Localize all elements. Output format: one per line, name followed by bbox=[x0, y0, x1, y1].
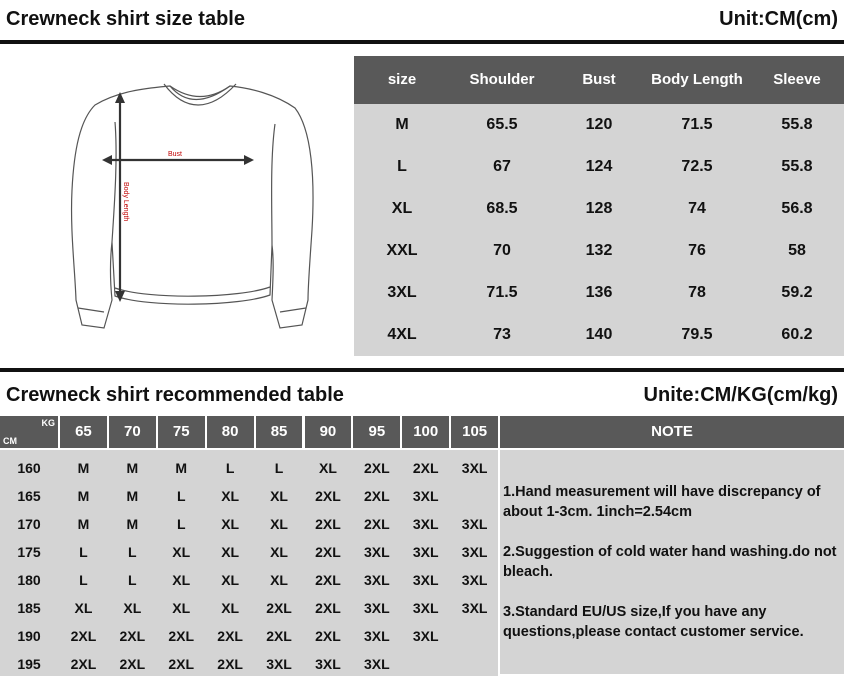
size-table-cell: 59.2 bbox=[781, 284, 813, 301]
recommended-size-cell: 3XL bbox=[412, 544, 439, 560]
recommended-size-cell: 2XL bbox=[70, 656, 97, 672]
size-table-cell: 78 bbox=[688, 284, 706, 301]
kg-label: KG bbox=[41, 418, 55, 428]
recommended-size-cell: 2XL bbox=[315, 572, 341, 588]
size-table-cell: 124 bbox=[585, 158, 613, 175]
size-table-cell: XL bbox=[391, 200, 413, 217]
recommended-size-cell: 2XL bbox=[363, 516, 390, 532]
recommended-size-cell: 3XL bbox=[266, 656, 292, 672]
recommended-size-cell: L bbox=[176, 488, 186, 504]
recommended-size-cell: L bbox=[225, 460, 235, 476]
kg-cm-corner bbox=[0, 416, 58, 448]
recommended-size-cell: L bbox=[176, 516, 186, 532]
size-table-cell: XXL bbox=[386, 242, 418, 259]
note-3: 3.Standard EU/US size,If you have any questions,please contact customer service. bbox=[503, 604, 804, 640]
note-2: 2.Suggestion of cold water hand washing.do not bleach. bbox=[503, 544, 837, 580]
recommended-size-cell: 2XL bbox=[119, 628, 146, 644]
size-table-cell: 132 bbox=[585, 242, 613, 259]
size-table-header-cell: size bbox=[387, 71, 417, 88]
body-length-label: Body Length bbox=[122, 182, 129, 222]
recommended-size-cell: XL bbox=[270, 544, 288, 560]
size-table-cell: 55.8 bbox=[781, 158, 813, 175]
recommended-size-cell: 2XL bbox=[315, 488, 341, 504]
recommend-table bbox=[0, 416, 844, 674]
kg-header-cell: 95 bbox=[353, 416, 400, 448]
size-table-cell: 58 bbox=[788, 242, 806, 259]
recommended-size-cell: L bbox=[128, 572, 137, 588]
size-table-cell: 72.5 bbox=[681, 158, 713, 175]
recommended-size-cell: XL bbox=[221, 600, 240, 616]
top-divider bbox=[0, 40, 844, 44]
size-table-cell: 70 bbox=[493, 242, 511, 259]
size-table-cell: 55.8 bbox=[781, 116, 813, 133]
height-cell: 170 bbox=[17, 516, 41, 532]
recommended-size-cell: 3XL bbox=[412, 488, 439, 504]
recommended-size-cell: 3XL bbox=[461, 516, 488, 532]
recommended-size-cell: XL bbox=[221, 488, 240, 504]
kg-header-cell: 75 bbox=[158, 416, 205, 448]
size-table-title: Crewneck shirt size table bbox=[6, 8, 245, 30]
size-table-cell: 76 bbox=[688, 242, 706, 259]
size-table-cell: M bbox=[395, 116, 409, 133]
kg-header-cell: 85 bbox=[256, 416, 303, 448]
recommended-size-cell: 3XL bbox=[412, 516, 439, 532]
kg-header-cell: 65 bbox=[60, 416, 107, 448]
recommended-size-cell: 3XL bbox=[363, 572, 390, 588]
recommended-size-cell: 3XL bbox=[461, 544, 488, 560]
height-cell: 185 bbox=[17, 600, 41, 616]
kg-header-cell: 100 bbox=[402, 416, 449, 448]
recommended-size-cell: M bbox=[77, 460, 90, 476]
note-header: NOTE bbox=[500, 416, 844, 448]
recommended-size-cell: XL bbox=[270, 572, 288, 588]
recommended-size-cell: 3XL bbox=[461, 572, 488, 588]
size-table-cell: 79.5 bbox=[681, 326, 713, 343]
size-table-cell: 60.2 bbox=[781, 326, 813, 343]
cm-label: CM bbox=[3, 436, 17, 446]
size-table-cell: 3XL bbox=[387, 284, 417, 301]
recommended-size-cell: M bbox=[77, 488, 90, 504]
middle-divider bbox=[0, 368, 844, 372]
size-table bbox=[354, 56, 844, 356]
recommended-size-cell: 2XL bbox=[168, 656, 195, 672]
size-table-cell: L bbox=[397, 158, 407, 175]
size-table-header-cell: Shoulder bbox=[469, 71, 535, 88]
size-table-cell: 71.5 bbox=[681, 116, 713, 133]
recommended-size-cell: XL bbox=[221, 572, 240, 588]
size-table-cell: 65.5 bbox=[486, 116, 518, 133]
size-table-cell: 74 bbox=[688, 200, 706, 217]
recommended-size-cell: 2XL bbox=[315, 628, 341, 644]
kg-header-cell: 80 bbox=[207, 416, 254, 448]
recommended-size-cell: 3XL bbox=[461, 460, 488, 476]
size-table-unit: Unit:CM(cm) bbox=[719, 8, 838, 30]
recommended-size-cell: 2XL bbox=[168, 628, 195, 644]
size-table-cell: 128 bbox=[585, 200, 613, 217]
size-table-cell: 68.5 bbox=[486, 200, 518, 217]
recommended-size-cell: 3XL bbox=[363, 656, 390, 672]
recommended-size-cell: 2XL bbox=[217, 656, 243, 672]
recommended-size-cell: 3XL bbox=[315, 656, 341, 672]
recommended-size-cell: L bbox=[128, 544, 137, 560]
recommended-size-cell: 2XL bbox=[315, 544, 341, 560]
recommended-size-cell: 2XL bbox=[217, 628, 243, 644]
recommended-size-cell: 2XL bbox=[70, 628, 97, 644]
recommended-size-cell: 2XL bbox=[315, 600, 341, 616]
recommended-size-cell: XL bbox=[221, 516, 240, 532]
recommended-size-cell: M bbox=[126, 460, 139, 476]
size-table-cell: 136 bbox=[585, 284, 613, 301]
recommended-size-cell bbox=[451, 482, 498, 510]
recommended-size-cell: 3XL bbox=[461, 600, 488, 616]
recommended-size-cell: M bbox=[77, 516, 90, 532]
note-1: 1.Hand measurement will have discrepancy of about 1-3cm. 1inch=2.54cm bbox=[503, 484, 821, 520]
recommended-size-cell: XL bbox=[319, 460, 337, 476]
recommended-size-cell: L bbox=[274, 460, 284, 476]
size-table-cell: 140 bbox=[585, 326, 613, 343]
recommended-size-cell: XL bbox=[172, 572, 191, 588]
size-table-header-cell: Bust bbox=[582, 71, 616, 88]
recommended-size-cell: 2XL bbox=[412, 460, 439, 476]
kg-header-cell: 90 bbox=[305, 416, 352, 448]
recommended-size-cell: M bbox=[126, 516, 139, 532]
recommended-size-cell: XL bbox=[123, 600, 142, 616]
recommended-size-cell: XL bbox=[221, 544, 240, 560]
recommended-size-cell: L bbox=[79, 572, 88, 588]
recommended-size-cell: 3XL bbox=[363, 628, 390, 644]
height-cell: 175 bbox=[17, 544, 41, 560]
recommended-size-cell: XL bbox=[172, 600, 191, 616]
size-table-cell: 73 bbox=[493, 326, 511, 343]
size-table-cell: 4XL bbox=[387, 326, 417, 343]
bust-label: Bust bbox=[168, 151, 183, 158]
recommended-size-cell: 2XL bbox=[363, 460, 390, 476]
recommended-size-cell: 3XL bbox=[363, 600, 390, 616]
recommended-size-cell: M bbox=[175, 460, 188, 476]
height-cell: 180 bbox=[17, 572, 41, 588]
kg-header-cell: 105 bbox=[451, 416, 498, 448]
recommended-size-cell: M bbox=[126, 488, 139, 504]
recommended-size-cell: 3XL bbox=[412, 572, 439, 588]
size-table-cell: 67 bbox=[493, 158, 511, 175]
size-table-header-cell: Sleeve bbox=[773, 71, 821, 88]
height-cell: 190 bbox=[17, 628, 41, 644]
recommended-size-cell: 3XL bbox=[412, 600, 439, 616]
height-cell: 160 bbox=[17, 460, 41, 476]
size-table-cell: 56.8 bbox=[781, 200, 813, 217]
recommended-size-cell: 2XL bbox=[315, 516, 341, 532]
recommended-size-cell: XL bbox=[270, 516, 288, 532]
recommended-size-cell: 3XL bbox=[363, 544, 390, 560]
recommended-size-cell: 2XL bbox=[119, 656, 146, 672]
recommended-size-cell: XL bbox=[172, 544, 191, 560]
recommended-size-cell: XL bbox=[270, 488, 288, 504]
recommended-size-cell: 2XL bbox=[363, 488, 390, 504]
recommended-size-cell: 2XL bbox=[266, 600, 292, 616]
size-table-cell: 71.5 bbox=[486, 284, 518, 301]
recommend-table-title: Crewneck shirt recommended table bbox=[6, 384, 344, 406]
recommended-size-cell: L bbox=[79, 544, 88, 560]
kg-header-cell: 70 bbox=[109, 416, 156, 448]
recommended-size-cell: 2XL bbox=[266, 628, 292, 644]
size-table-cell: 120 bbox=[585, 116, 613, 133]
height-cell: 195 bbox=[17, 656, 41, 672]
size-table-header-cell: Body Length bbox=[651, 71, 743, 88]
recommend-table-unit: Unite:CM/KG(cm/kg) bbox=[643, 384, 838, 406]
recommended-size-cell: 3XL bbox=[412, 628, 439, 644]
height-cell: 165 bbox=[17, 488, 41, 504]
recommended-size-cell bbox=[451, 622, 498, 650]
recommended-size-cell: XL bbox=[74, 600, 93, 616]
sweater-illustration bbox=[40, 70, 330, 340]
